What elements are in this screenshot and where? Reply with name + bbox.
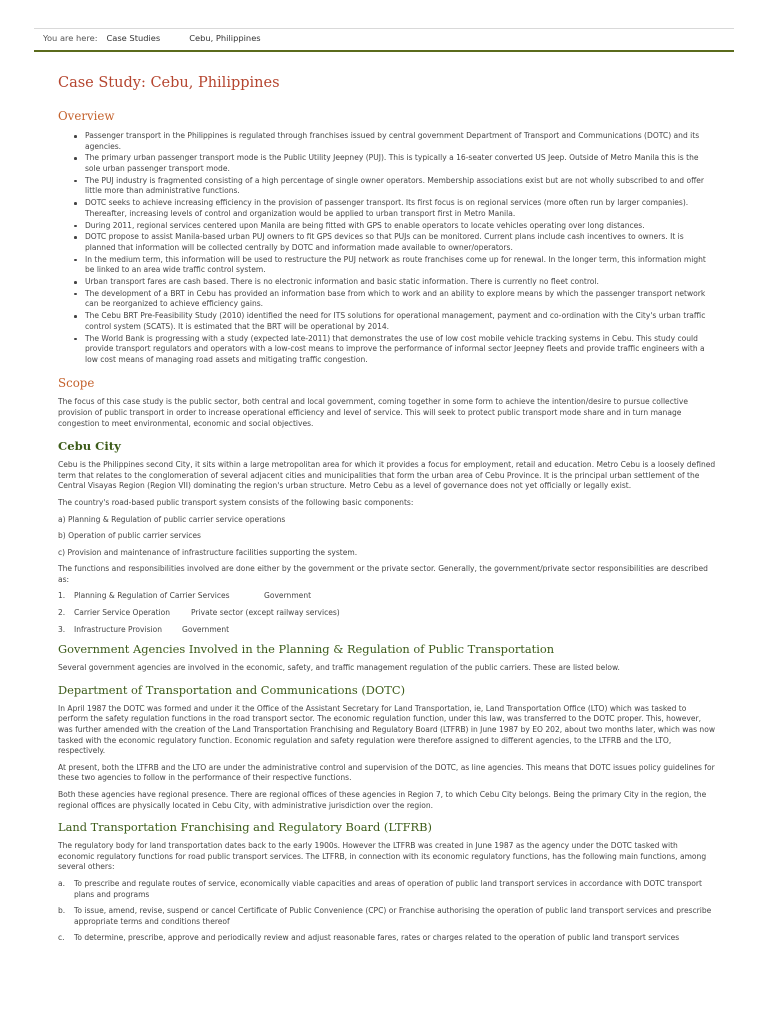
row-text: To determine, prescribe, approve and periodically review and adjust reasonable fares, rates or charges related to the operation of public land transport services — [74, 933, 680, 943]
top-divider — [34, 28, 734, 29]
ltfrb-heading: Land Transportation Franchising and Regulatory Board (LTFRB) — [58, 820, 432, 835]
scope-heading: Scope — [58, 376, 95, 391]
dotc-paragraph: In April 1987 the DOTC was formed and under it the Office of the Assistant Secretary for Land Transportation, ie, Land Transportation Office (LTO) which was tasked to perform the safety regulation functions in the road transport sector. The economic regulation function, under this law, was transferred to the DOTC proper. This, however, was further amended with the creation of the Land Transportation Franchising and Regulatory Board (LTFRB) in June 1987 by EO 202, about two months later, which was now tasked with the economic regulatory function. Economic regulation and safety regulation were therefore assigned to different agencies, to the LTFRB and the LTO, respectively. — [58, 703, 715, 756]
list-item: The primary urban passenger transport mode is the Public Utility Jeepney (PUJ). This is typically a 16-seater converted US Jeep. Outside of Metro Manila this is the sole urban passenger transport mode. — [85, 153, 716, 174]
responsibility-row — [58, 625, 716, 636]
function-row — [58, 906, 716, 927]
list-item: DOTC seeks to achieve increasing efficiency in the provision of passenger transport. Its first focus is on regional services (more often run by larger companies). Thereafter, increasing levels of control and organization would be applied to urban transport first in Metro Manila. — [85, 198, 716, 219]
component-item: a) Planning & Regulation of public carrier service operations — [58, 514, 286, 524]
row-number: c. — [58, 933, 65, 943]
breadcrumb-label: You are here: — [43, 33, 98, 43]
list-item: DOTC propose to assist Manila-based urban PUJ owners to fit GPS devices so that PUJs can be monitored. Current plans include cash incentives to owners. It is planned that information will be collected centrally by DOTC and information made available to owner/operators. — [85, 232, 716, 253]
row-function: Infrastructure Provision — [74, 624, 163, 634]
row-text: To prescribe and regulate routes of service, economically viable capacities and areas of operation of public land transport services in accordance with DOTC transport plans and programs — [74, 878, 702, 899]
row-function: Carrier Service Operation — [74, 608, 171, 618]
responsibility-row — [58, 591, 716, 602]
overview-heading: Overview — [58, 109, 115, 123]
article — [58, 72, 716, 950]
row-number: a. — [58, 878, 66, 888]
list-item: The development of a BRT in Cebu has provided an information base from which to work and an ability to explore means by which the passenger transport network can be reorganized to achieve efficiency gains. — [85, 289, 716, 310]
responsibility-row — [58, 608, 716, 619]
list-item: The World Bank is progressing with a study (expected late-2011) that demonstrates the use of low cost mobile vehicle tracking systems in Cebu. This study could provide transport regulators and operators with a low-cost means to improve the performance of informal sector Jeepney fleets and provide traffic engineers with a low cost means of managing road assets and mitigating traffic congestion. — [85, 334, 716, 366]
list-item: The Cebu BRT Pre-Feasibility Study (2010) identified the need for ITS solutions for operational management, payment and co-ordination with the City's urban traffic control system (SCATS). It is estimated that the BRT will be operational by 2014. — [85, 311, 716, 332]
cebu-city-heading: Cebu City — [58, 439, 121, 454]
row-responsible: Government — [182, 624, 230, 634]
list-item: Passenger transport in the Philippines is regulated through franchises issued by central government Department of Transport and Communications (DOTC) and its agencies. — [85, 131, 716, 152]
row-number: 2. — [58, 608, 66, 618]
row-text: To issue, amend, revise, suspend or cancel Certificate of Public Convenience (CPC) or Franchise authorising the operation of public land transport services and prescribe appropriate terms and conditions thereof — [74, 906, 712, 926]
responsibilities-intro: The functions and responsibilities involved are done either by the government or the private sector. Generally, the government/private sector responsibilities are described as: — [58, 564, 708, 584]
row-responsible: Government — [264, 591, 312, 601]
list-item: During 2011, regional services centered upon Manila are being fitted with GPS to enable operators to locate vehicles operating over long distances. — [85, 221, 716, 232]
list-item: In the medium term, this information will be used to restructure the PUJ network as route franchises come up for renewal. In the longer term, this information might be linked to an area wide traffic control system. — [85, 255, 716, 276]
list-item: The PUJ industry is fragmented consisting of a high percentage of single owner operators. Membership associations exist but are not wholly subscribed to and offer little more than administrative functions. — [85, 176, 716, 197]
header-rule — [34, 50, 734, 52]
row-function: Planning & Regulation of Carrier Services — [74, 591, 230, 601]
component-item: b) Operation of public carrier services — [58, 531, 201, 541]
agencies-text: Several government agencies are involved in the economic, safety, and traffic management regulation of the public carriers. These are listed below. — [58, 663, 620, 673]
function-row — [58, 879, 716, 900]
ltfrb-paragraph: The regulatory body for land transportation dates back to the early 1900s. However the LTFRB was created in June 1987 as the agency under the DOTC tasked with economic regulatory functions for road public transport services. The LTFRB, in connection with its economic regulatory functions, has the following main functions, among several others: — [58, 841, 707, 872]
list-item: Urban transport fares are cash based. There is no electronic information and basic static information. There is currently no fleet control. — [85, 277, 716, 288]
dotc-paragraph: At present, both the LTFRB and the LTO are under the administrative control and supervision of the DOTC, as line agencies. This means that DOTC issues policy guidelines for these two agencies to follow in the performance of their respective functions. — [58, 762, 715, 783]
dotc-heading: Department of Transportation and Communications (DOTC) — [58, 682, 406, 697]
scope-text: The focus of this case study is the public sector, both central and local government, coming together in some form to achieve the intention/desire to pursue collective provision of public transport in order to increase operational efficiency and level of service. This will seek to protect public transport mode share and in turn manage congestion to meet environmental, economic and social objectives. — [58, 397, 689, 428]
cebu-paragraph: Cebu is the Philippines second City, it sits within a large metropolitan area for which it provides a focus for employment, retail and education. Metro Cebu is a loosely defined term that relates to the conglomeration of several adjacent cities and municipalities that form the urban area of Cebu Province. It is the principal urban settlement of the Central Visayas Region (Region VII) dominating the region's urban structure. Metro Cebu as a level of governance does not yet officially or legally exist. — [58, 460, 716, 491]
page-title: Case Study: Cebu, Philippines — [58, 75, 280, 91]
breadcrumb-item-case-studies[interactable]: Case Studies — [106, 33, 161, 43]
row-number: 3. — [58, 624, 66, 634]
cebu-components-intro: The country's road-based public transport system consists of the following basic components: — [58, 497, 414, 507]
dotc-paragraph: Both these agencies have regional presence. There are regional offices of these agencies in Region 7, to which Cebu City belongs. Being the primary City in the region, the regional offices are physically located in Cebu City, with administrative jurisdiction over the region. — [58, 790, 707, 810]
breadcrumb — [43, 33, 290, 43]
row-number: 1. — [58, 591, 66, 601]
function-row — [58, 933, 716, 944]
row-responsible: Private sector (except railway services) — [191, 608, 340, 618]
component-item: c) Provision and maintenance of infrastructure facilities supporting the system. — [58, 547, 358, 557]
agencies-heading: Government Agencies Involved in the Planning & Regulation of Public Transportation — [58, 642, 555, 657]
breadcrumb-item-current: Cebu, Philippines — [189, 33, 261, 43]
row-number: b. — [58, 906, 66, 916]
overview-list — [56, 131, 716, 365]
